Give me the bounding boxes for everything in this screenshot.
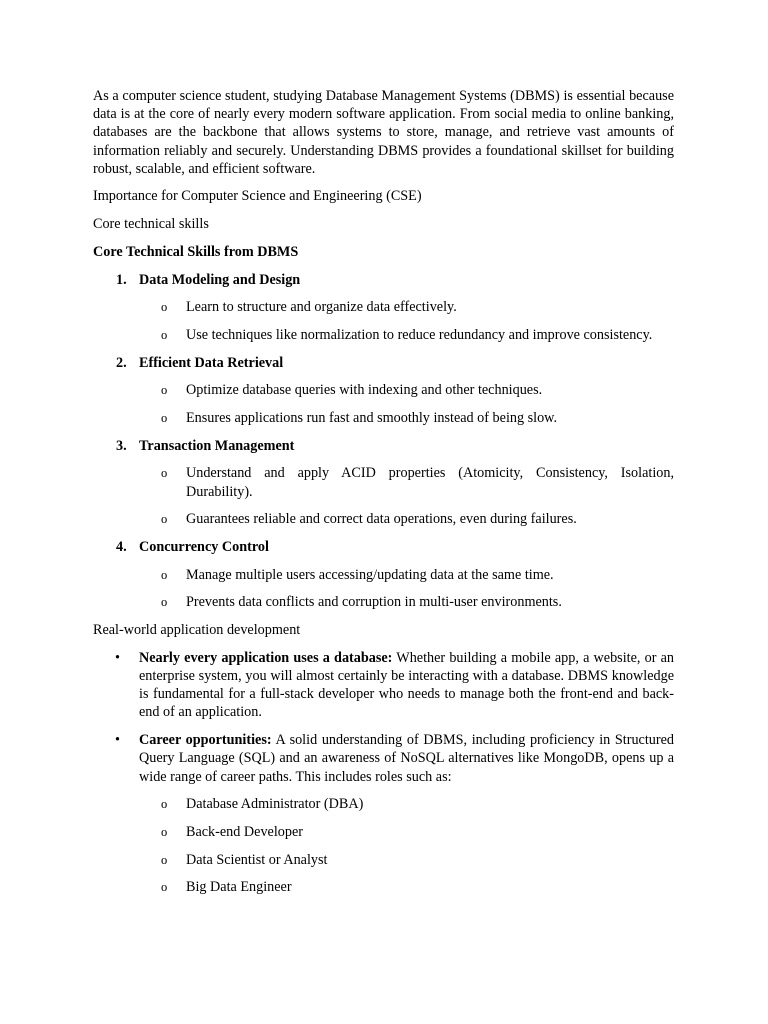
- bullet-icon: •: [115, 649, 120, 666]
- skill-point: [93, 409, 674, 427]
- skill-point-text: Prevents data conflicts and corruption in multi-user environments.: [186, 594, 562, 611]
- sub-bullet-icon: o: [161, 824, 168, 839]
- role-item: [93, 878, 674, 896]
- skill-point: [93, 566, 674, 584]
- skill-point: [93, 464, 674, 500]
- skill-point-text: Optimize database queries with indexing and other techniques.: [186, 382, 543, 399]
- realworld-text: Whether building a mobile app, a website, or an enterprise system, you will almost certainly be interacting with a database. DBMS knowledge is fundamental for a full-stack developer who needs to manage both the front-end and back-end of an application.: [139, 649, 674, 721]
- bullet-icon: •: [115, 732, 120, 749]
- skill-item: [93, 437, 674, 455]
- sub-bullet-icon: o: [161, 567, 168, 582]
- skill-item: [93, 271, 674, 289]
- role-item: [93, 795, 674, 813]
- skill-title: Concurrency Control: [139, 539, 269, 556]
- role-item: [93, 851, 674, 869]
- realworld-heading: Real-world application development: [93, 622, 301, 639]
- realworld-lead: Nearly every application uses a database:: [139, 649, 393, 666]
- skill-point: [93, 593, 674, 611]
- sub-bullet-icon: o: [161, 466, 168, 481]
- intro-paragraph: As a computer science student, studying Database Management Systems (DBMS) is essential because data is at the core of nearly every modern software application. From social media to online banking, databases are the backbone that allows systems to store, manage, and retrieve vast amounts of information reliably and securely. Understanding DBMS provides a foundational skillset for building robust, scalable, and efficient software.: [93, 88, 674, 177]
- list-number: 1.: [116, 271, 127, 288]
- list-number: 4.: [116, 539, 127, 556]
- role-text: Big Data Engineer: [186, 879, 292, 896]
- sub-bullet-icon: o: [161, 880, 168, 895]
- list-number: 2.: [116, 354, 127, 371]
- sub-bullet-icon: o: [161, 852, 168, 867]
- skill-point: [93, 326, 674, 344]
- role-text: Back-end Developer: [186, 823, 303, 840]
- role-text: Database Administrator (DBA): [186, 796, 364, 813]
- core-skills-label: Core technical skills: [93, 216, 209, 233]
- realworld-lead: Career opportunities:: [139, 732, 272, 749]
- role-text: Data Scientist or Analyst: [186, 851, 328, 868]
- importance-heading: Importance for Computer Science and Engineering (CSE): [93, 188, 422, 205]
- skill-point-text: Manage multiple users accessing/updating data at the same time.: [186, 566, 554, 583]
- skill-point-text: Guarantees reliable and correct data operations, even during failures.: [186, 511, 577, 528]
- role-item: [93, 823, 674, 841]
- skill-point: [93, 298, 674, 316]
- list-number: 3.: [116, 437, 127, 454]
- sub-bullet-icon: o: [161, 797, 168, 812]
- skill-point-text: Ensures applications run fast and smoothly instead of being slow.: [186, 410, 558, 427]
- skill-title: Transaction Management: [139, 437, 295, 454]
- sub-bullet-icon: o: [161, 327, 168, 342]
- core-skills-heading: Core Technical Skills from DBMS: [93, 243, 299, 260]
- skill-item: [93, 538, 674, 556]
- skill-point: [93, 381, 674, 399]
- sub-bullet-icon: o: [161, 595, 168, 610]
- skill-point-text: Learn to structure and organize data effectively.: [186, 299, 457, 316]
- document-page: [93, 87, 674, 906]
- realworld-item: [93, 731, 674, 786]
- skill-point: [93, 510, 674, 528]
- realworld-text: A solid understanding of DBMS, including proficiency in Structured Query Language (SQL) and an awareness of NoSQL alternatives like MongoDB, opens up a wide range of career paths. This includes roles such as:: [139, 732, 674, 785]
- sub-bullet-icon: o: [161, 300, 168, 315]
- skill-item: [93, 354, 674, 372]
- skill-title: Data Modeling and Design: [139, 271, 301, 288]
- sub-bullet-icon: o: [161, 383, 168, 398]
- sub-bullet-icon: o: [161, 411, 168, 426]
- sub-bullet-icon: o: [161, 512, 168, 527]
- skill-point-text: Use techniques like normalization to reduce redundancy and improve consistency.: [186, 326, 653, 343]
- realworld-item: [93, 649, 674, 722]
- skill-point-text: Understand and apply ACID properties (Atomicity, Consistency, Isolation, Durability).: [186, 465, 674, 500]
- skill-title: Efficient Data Retrieval: [139, 354, 284, 371]
